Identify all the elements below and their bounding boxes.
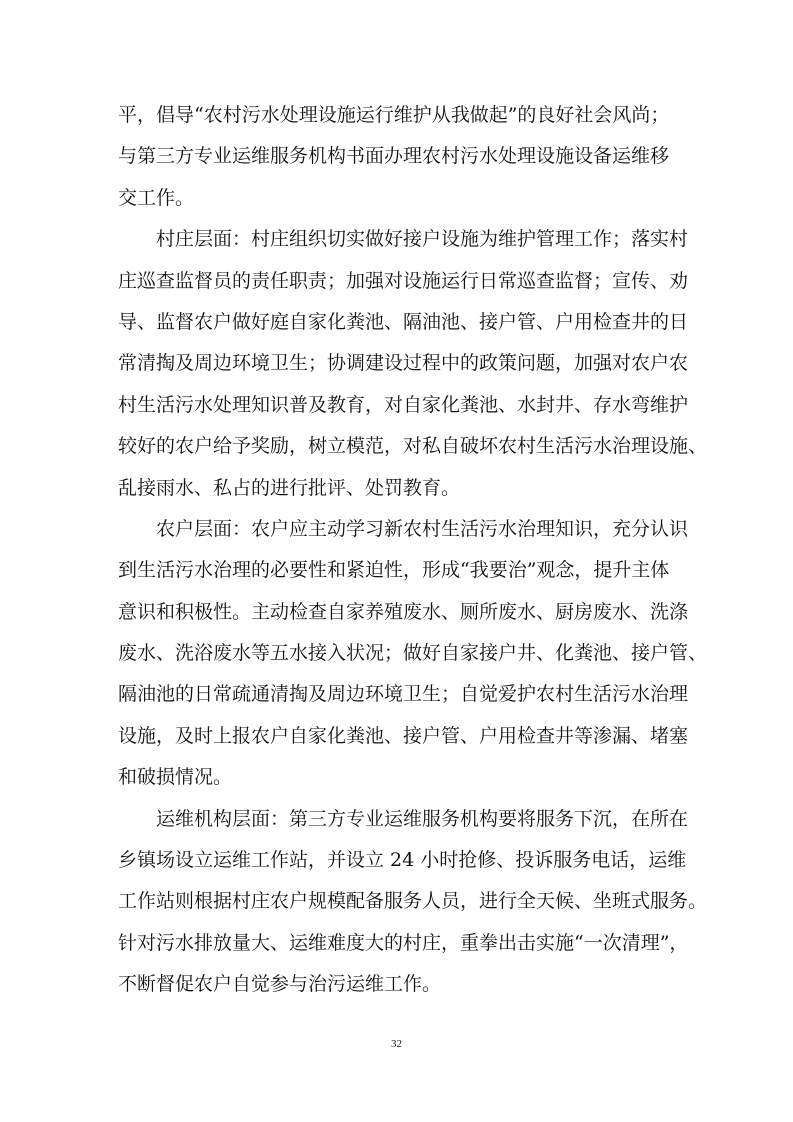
paragraph-line: 较好的农户给予奖励，树立模范，对私自破坏农村生活污水治理设施、: [118, 435, 708, 458]
paragraph-line: 常清掏及周边环境卫生；协调建设过程中的政策问题，加强对农户农: [118, 352, 689, 375]
paragraph-line: 乱接雨水、私占的进行批评、处罚教育。: [118, 476, 461, 499]
paragraph-line: 农户层面：农户应主动学习新农村生活污水治理知识，充分认识: [156, 517, 689, 540]
paragraph-line: 交工作。: [118, 186, 195, 209]
paragraph-line: 设施，及时上报农户自家化粪池、接户管、户用检查井等渗漏、堵塞: [118, 724, 689, 747]
paragraph-line: 平，倡导“农村污水处理设施运行维护从我做起”的良好社会风尚；: [118, 104, 670, 126]
paragraph-line: 到生活污水治理的必要性和紧迫性，形成“我要治”观念，提升主体: [118, 559, 670, 582]
paragraph-line: 村生活污水处理知识普及教育，对自家化粪池、水封井、存水弯维护: [118, 393, 689, 416]
paragraph-line: 针对污水排放量大、运维难度大的村庄，重拳出击实施“一次清理”，: [118, 931, 689, 954]
paragraph-line: 导、监督农户做好庭自家化粪池、隔油池、接户管、户用检查井的日: [118, 310, 689, 333]
paragraph-line: 不断督促农户自觉参与治污运维工作。: [118, 973, 442, 996]
body-text: [118, 95, 708, 1006]
paragraph-line: 与第三方专业运维服务机构书面办理农村污水处理设施设备运维移: [118, 145, 670, 168]
paragraph-line: 和破损情况。: [118, 766, 233, 789]
paragraph-line: 工作站则根据村庄农户规模配备服务人员，进行全天候、坐班式服务。: [118, 890, 708, 913]
paragraph-line: 运维机构层面：第三方专业运维服务机构要将服务下沉，在所在: [156, 807, 689, 830]
page-number: 32: [391, 1038, 402, 1050]
paragraph-line: 意识和积极性。主动检查自家养殖废水、厕所废水、厨房废水、洗涤: [118, 600, 689, 623]
paragraph-line: 隔油池的日常疏通清掏及周边环境卫生；自觉爱护农村生活污水治理: [118, 683, 689, 706]
paragraph-line: 庄巡查监督员的责任职责；加强对设施运行日常巡查监督；宣传、劝: [118, 269, 689, 292]
paragraph-line: 村庄层面：村庄组织切实做好接户设施为维护管理工作；落实村: [156, 228, 689, 251]
paragraph-line: 乡镇场设立运维工作站，并设立 24 小时抢修、投诉服务电话，运维: [118, 849, 687, 872]
paragraph-line: 废水、洗浴废水等五水接入状况；做好自家接户井、化粪池、接户管、: [118, 642, 708, 665]
